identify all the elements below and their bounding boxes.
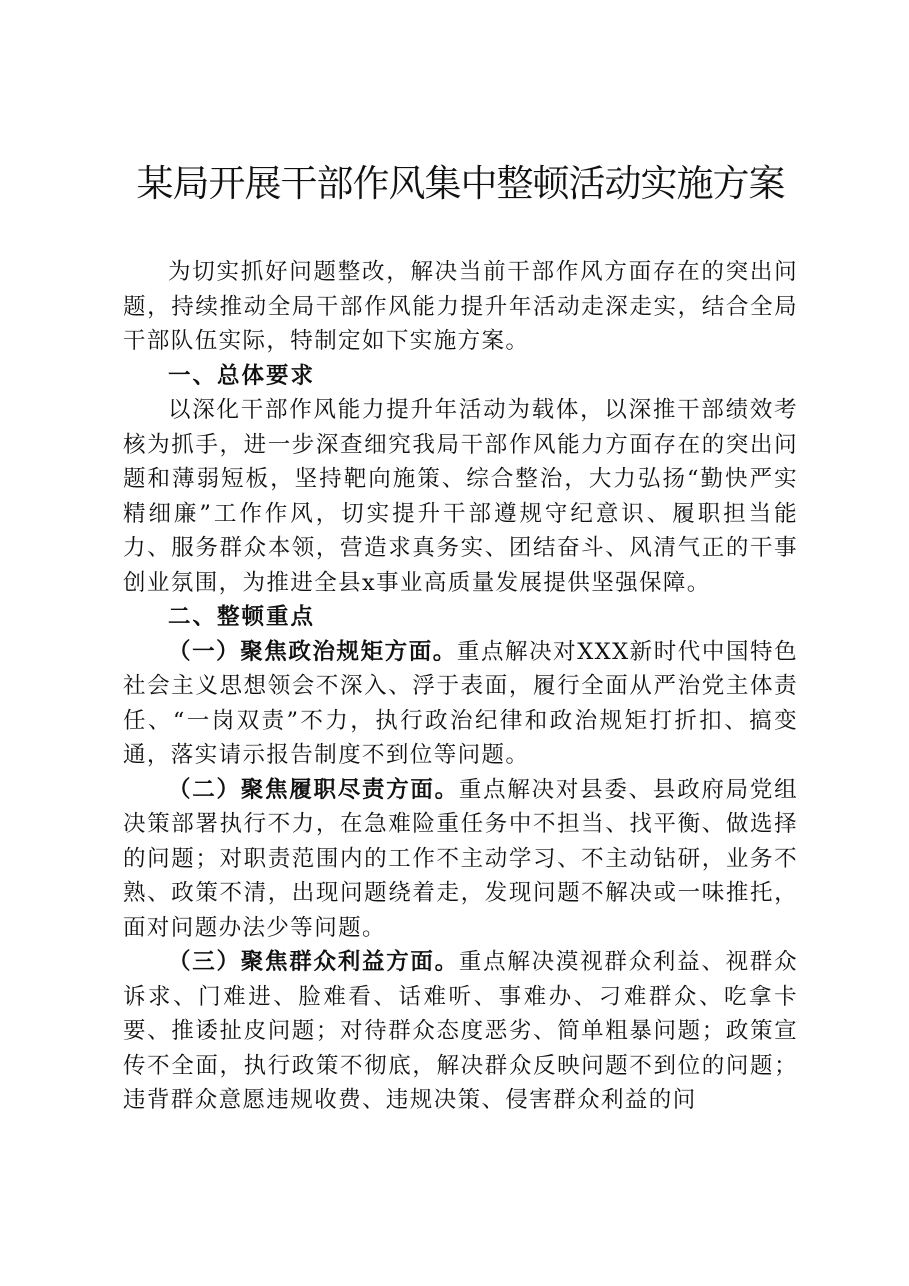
section-heading-general-requirements: 一、总体要求 — [168, 362, 316, 389]
document-title: 某局开展干部作风集中整顿活动实施方案 — [136, 162, 785, 205]
intro-paragraph: 为切实抓好问题整改，解决当前干部作风方面存在的突出问题，持续推动全局干部作风能力提升年活动走深走实，结合全局干部队伍实际，特制定如下实施方案。 — [123, 259, 798, 354]
section-heading-rectification-focus: 二、整顿重点 — [168, 604, 316, 630]
focus-item-lead: （三）聚焦群众利益方面。 — [168, 949, 459, 975]
focus-item-text: 重点解决对XXX新时代中国特色社会主义思想领会不深入、浮于表面，履行全面从严治党主体责任、“一岗双责”不力，执行政治纪律和政治规矩打折扣、搞变通，落实请示报告制度不到位等问题。 — [123, 638, 798, 768]
focus-item-text: 重点解决对县委、县政府局党组决策部署执行不力，在急难险重任务中不担当、找平衡、做选择的问题；对职责范围内的工作不主动学习、不主动钻研，业务不熟、政策不清，出现问题绕着走，发现问题不解决或一味推托，面对问题办法少等问题。 — [123, 776, 798, 941]
focus-item-text: 重点解决漠视群众利益、视群众诉求、门难进、脸难看、话难听、事难办、刁难群众、吃拿卡要、推诿扯皮问题；对待群众态度恶劣、简单粗暴问题；政策宣传不全面，执行政策不彻底，解决群众反映问题不到位的问题；违背群众意愿违规收费、违规决策、侵害群众利益的问 — [123, 949, 798, 1113]
general-requirements-paragraph: 以深化干部作风能力提升年活动为载体，以深推干部绩效考核为抓手，进一步深查细究我局干部作风能力方面存在的突出问题和薄弱短板，坚持靶向施策、综合整治，大力弘扬“勤快严实精细廉”工作作风，切实提升干部遵规守纪意识、履职担当能力、服务群众本领，营造求真务实、团结奋斗、风清气正的干事创业氛围，为推进全县x事业高质量发展提供坚强保障。 — [123, 397, 798, 596]
focus-item-public-interest — [123, 945, 798, 1118]
focus-item-lead: （二）聚焦履职尽责方面。 — [168, 776, 459, 803]
focus-item-political-rules — [123, 635, 798, 773]
document-body — [123, 255, 798, 1118]
focus-item-lead: （一）聚焦政治规矩方面。 — [168, 638, 457, 665]
focus-item-duty-performance — [123, 773, 798, 946]
